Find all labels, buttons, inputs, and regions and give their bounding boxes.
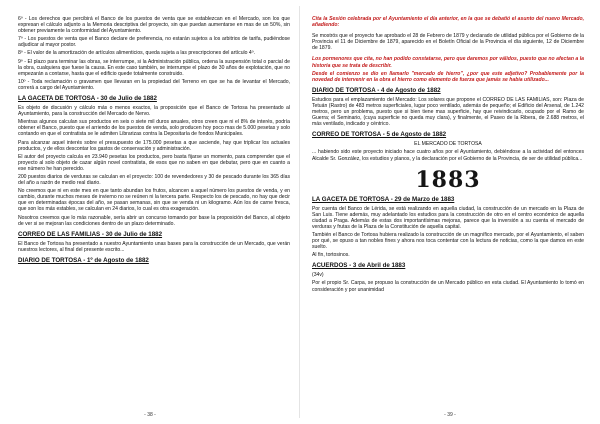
body-paragraph: También el Banco de Tortosa hubiera realizado la construcción de un magnífico mercado, por el Ayuntamiento, el saben por qué, se opuso a tan nobles fines y ahora nos toca contentar con la lectura de noticias, como la que damos en este suelto. xyxy=(312,231,584,251)
body-paragraph: Para alcanzar aquel interés sobre el presupuesto de 175.000 pesetas a que asciende, hay que triplicar los actuales productos, y de ellos descontar los gastos de conservación y administración. xyxy=(18,139,290,152)
body-paragraph: El autor del proyecto calcula en 23.940 pesetas los productos, pero basta fijarse un momento, para comprender que el proyecto al solo objeto de cazar algún novel contratista, de esos que no saben en que debutar, pero que en cuanto a ese número he han perecido. xyxy=(18,153,290,172)
body-paragraph: ... habiendo sido este proyecto iniciado hace cuatro años por el Ayuntamiento, debiéndose a la actividad del entonces Alcalde Sr. González, los estudios y planos, y la declaración por el Gobierno de la Provincia, de ser de utilidad pública... xyxy=(312,149,584,162)
section-heading: DIARIO DE TORTOSA - 4 de Agosto de 1882 xyxy=(312,86,441,94)
left-intro xyxy=(18,16,290,91)
intro-paragraph: 8º - El valor de la amortización de artículos alimenticios, queda sujeta a las prescripciones del artículo 4º. xyxy=(18,50,256,57)
body-paragraph: Por el propio Sr. Carpa, se propuso la construcción de un Mercado público en esta ciudad. El Ayuntamiento lo tomó en consideración y por unanimidad xyxy=(312,280,584,293)
year-heading: 1883 xyxy=(415,166,481,193)
page-number: - 38 - xyxy=(144,412,156,418)
intro-paragraph: 9º - El plazo para terminar las obras, se interrumpe, si la Administración pública, ordena la suspensión total o parcial de la obra, cualquiera que fuese la causa. En este caso también, se interrumpe el plazo de 30 años de explotación, que no empezarán a contarse, hasta que el edificio quede totalmente construido. xyxy=(18,58,290,77)
body-paragraph: 200 puestos diarios de verduras se calculan en el proyecto: 100 de revendedores y 30 de pescado durante los 365 días del año a razón de medio real diario. xyxy=(18,173,290,187)
section-heading: DIARIO DE TORTOSA - 1º de Agosto de 1882 xyxy=(18,256,149,264)
section-subtitle: EL MERCADO DE TORTOSA xyxy=(414,141,482,148)
red-intro: Cita la Sesión celebrada por el Ayuntamiento el día anterior, en la que se debatió el asunto del nuevo Mercado, añadiendo: xyxy=(312,16,584,29)
body-paragraph: Por cuenta del Banco de Lérida, se está realizando en aquella ciudad, la construcción de un mercado en la Plaza de San Luis. Tiene además, muy adelantado los estudios para la construcción de otro en el centro económico de aquella ciudad a Praga. Además de estas dos importantísimas mejoras, parece que la inversión a su cuenta el mercado de verduras y frutas de la Plaza de la Constitución de aquella capital. xyxy=(312,205,584,230)
red-paragraph: Desde el comienzo se dio en llamarlo "mercado de hierro", ¿por que este adjetivo? Probablemente por la novedad de intervenir en la obra el hierro como elemento de fuerza que jamás se había utilizado... xyxy=(312,70,584,83)
body-paragraph: Mientras algunos calculan sus productos en seis o siete mil duros anuales, otros creen que ni el 8% de interés, podría obtener el Banco, puesto que el arriendo de los puestos de venda, solo producen hoy poco mas de 5.000 pesetas y solo contando en que el contratista se le admiten Librarizas contra la Depositaría de fondos Municipales. xyxy=(18,119,290,138)
intro-paragraph: 7º - Los puestos de venta que el Banco declare de preferencia, no estarán sujetos a los arbitrios de tarifa, pudiéndose adjudicar al mayor postor. xyxy=(18,36,290,49)
body-paragraph: Nosotros creemos que lo más razonable, sería abrir un concurso tomando por base la proposición del Banco, al objeto de ver si se mejoran las condiciones dentro de un plazo determinado. xyxy=(18,214,290,227)
body-paragraph: Al fin, tortosinos. xyxy=(312,252,350,259)
section-heading: CORREO DE TORTOSA - 5 de Agosto de 1882 xyxy=(312,131,447,139)
red-paragraph: Los pormenores que cita, no han podido constatarse, pero que daremos por válidos, puesto que no afectan a la historia que se trata de describir. xyxy=(312,56,584,69)
body-paragraph: (34v) xyxy=(312,272,324,279)
section-heading: LA GACETA DE TORTOSA - 29 de Marzo de 1883 xyxy=(312,195,455,203)
intro-paragraph: 6º - Los derechos que percibirá el Banco de los puestos de venta que se establezcan en el Mercado, son los que expresan el cálculo adjunto a la Memoria descriptiva del proyecto, sin que puedan aumentarse en mas de un 50%, sin obtener previamente la conformidad del Ayuntamiento. xyxy=(18,16,290,35)
section-heading: LA GACETA DE TORTOSA - 30 de Julio de 1882 xyxy=(18,95,157,103)
section-heading: CORREO DE LAS FAMILIAS - 30 de Julio de 1882 xyxy=(18,230,163,238)
body-paragraph: Estudios para el emplazamiento del Mercado: Los solares que propone el CORREO DE LAS FAMILIAS, son: Plaza de Tetuán (Rastro) de 483 metros superficiales, lugar poco ventilado, además de pequeño; el Edificio del Arsenal, de 1.242 metros, pero un problema, puesto que si bien tiene mas superficie, hay que reivindicarlo, ocupado por el Ramo de Guerra; el Seminario, (cuya superficie no queda muy clara), y finalmente, el Paseo de la Ribera, de 2.688 metros, el más ventilado, indicado y céntrico. xyxy=(312,96,584,128)
page-number: - 39 - xyxy=(444,412,456,418)
right-page xyxy=(300,0,600,424)
body-paragraph: Es objeto de discusión y cálculo más o menos exactos, la proposición que el Banco de Tortosa ha presentado al Ayuntamiento, para la construcción del Mercado de Nervo. xyxy=(18,105,290,118)
body-paragraph: El Banco de Tortosa ha presentado a nuestro Ayuntamiento unas bases para la construcción de un Mercado, que verán nuestros lectores, al final del presente escrito... xyxy=(18,240,290,253)
body-paragraph: Se mostrós que el proyecto fue aprobado el 28 de Febrero de 1879 y declarado de utilidad pública por el Gobierno de la Provincia el 11 de Diciembre de 1879, aparecido en el Boletín Oficial de la Provincia el día siguiente, 12 de Diciembre de 1879. xyxy=(312,33,584,52)
body-paragraph: No creemos que ni en este mes en que tanto abundan los frutos, alcancen a aquel número los puestos de venda, y en cambio, durante muchos meses de invierno no se reúnen ni la tercera parte. Respecto los de pescado, no hay que decir que en determinadas épocas del año, se pasan semanas, sin que se venda ni un kilogramo. Aún los de carne fresca, que son los más estables, se calculan en 24 diarios, lo cual es otra exageración. xyxy=(18,188,290,213)
intro-paragraph: 10º - Toda reclamación o gravamen que llevaran en la propiedad del Terreno en que se ha de levantar el Mercado, correrá a cargo del Ayuntamiento. xyxy=(18,78,290,91)
section-heading: ACUERDOS - 3 de Abril de 1883 xyxy=(312,262,406,270)
